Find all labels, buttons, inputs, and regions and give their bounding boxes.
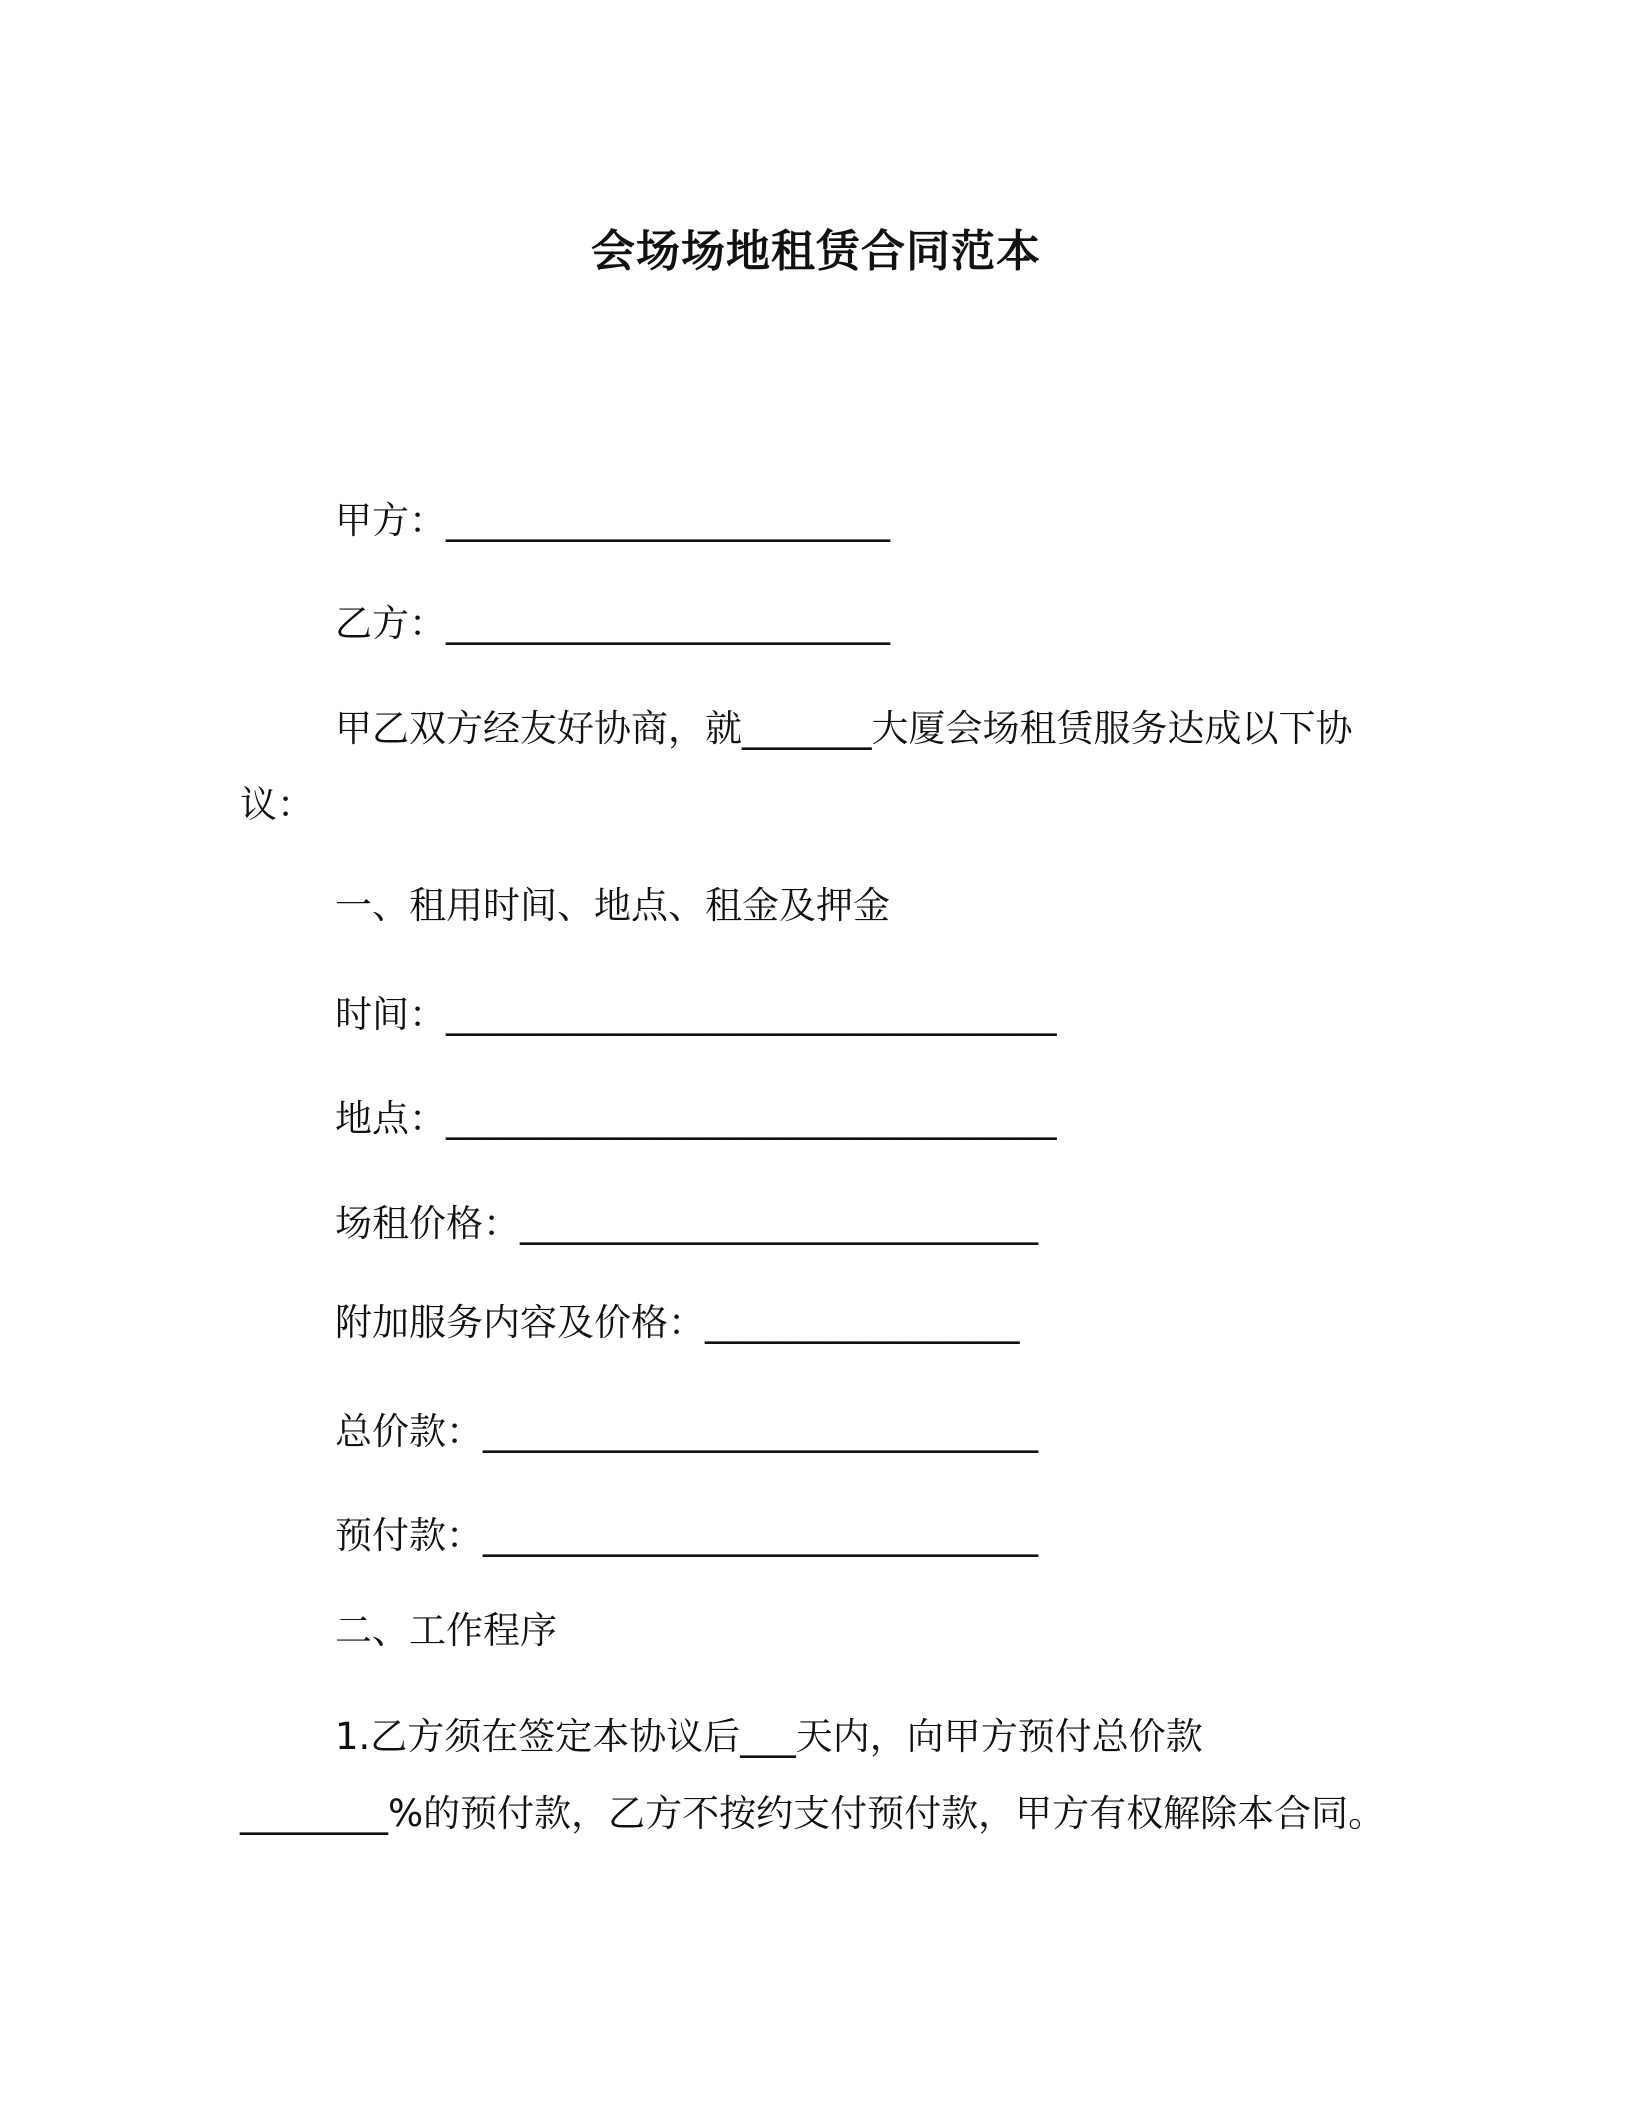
place-field-line: 地点：_________________________________ bbox=[335, 1097, 1057, 1140]
section2-item1-line2: ________%的预付款，乙方不按约支付预付款，甲方有权解除本合同。 bbox=[240, 1792, 1386, 1835]
party-a-line: 甲方：________________________ bbox=[335, 499, 890, 542]
venue-price-field-line: 场租价格：____________________________ bbox=[335, 1202, 1038, 1245]
document-title: 会场场地租赁合同范本 bbox=[591, 226, 1041, 277]
total-price-field-line: 总价款：______________________________ bbox=[335, 1410, 1038, 1453]
section2-heading: 二、工作程序 bbox=[335, 1609, 557, 1652]
section2-item1-line1: 1.乙方须在签定本协议后___天内，向甲方预付总价款 bbox=[335, 1715, 1203, 1758]
party-b-line: 乙方：________________________ bbox=[335, 602, 890, 645]
extra-services-field-line: 附加服务内容及价格：_________________ bbox=[335, 1301, 1020, 1344]
intro-paragraph-line2: 议： bbox=[240, 783, 314, 826]
intro-paragraph-line1: 甲乙双方经友好协商，就_______大厦会场租赁服务达成以下协 bbox=[335, 707, 1353, 750]
section1-heading: 一、租用时间、地点、租金及押金 bbox=[335, 884, 890, 927]
time-field-line: 时间：_________________________________ bbox=[335, 993, 1057, 1036]
prepayment-field-line: 预付款：______________________________ bbox=[335, 1514, 1038, 1557]
